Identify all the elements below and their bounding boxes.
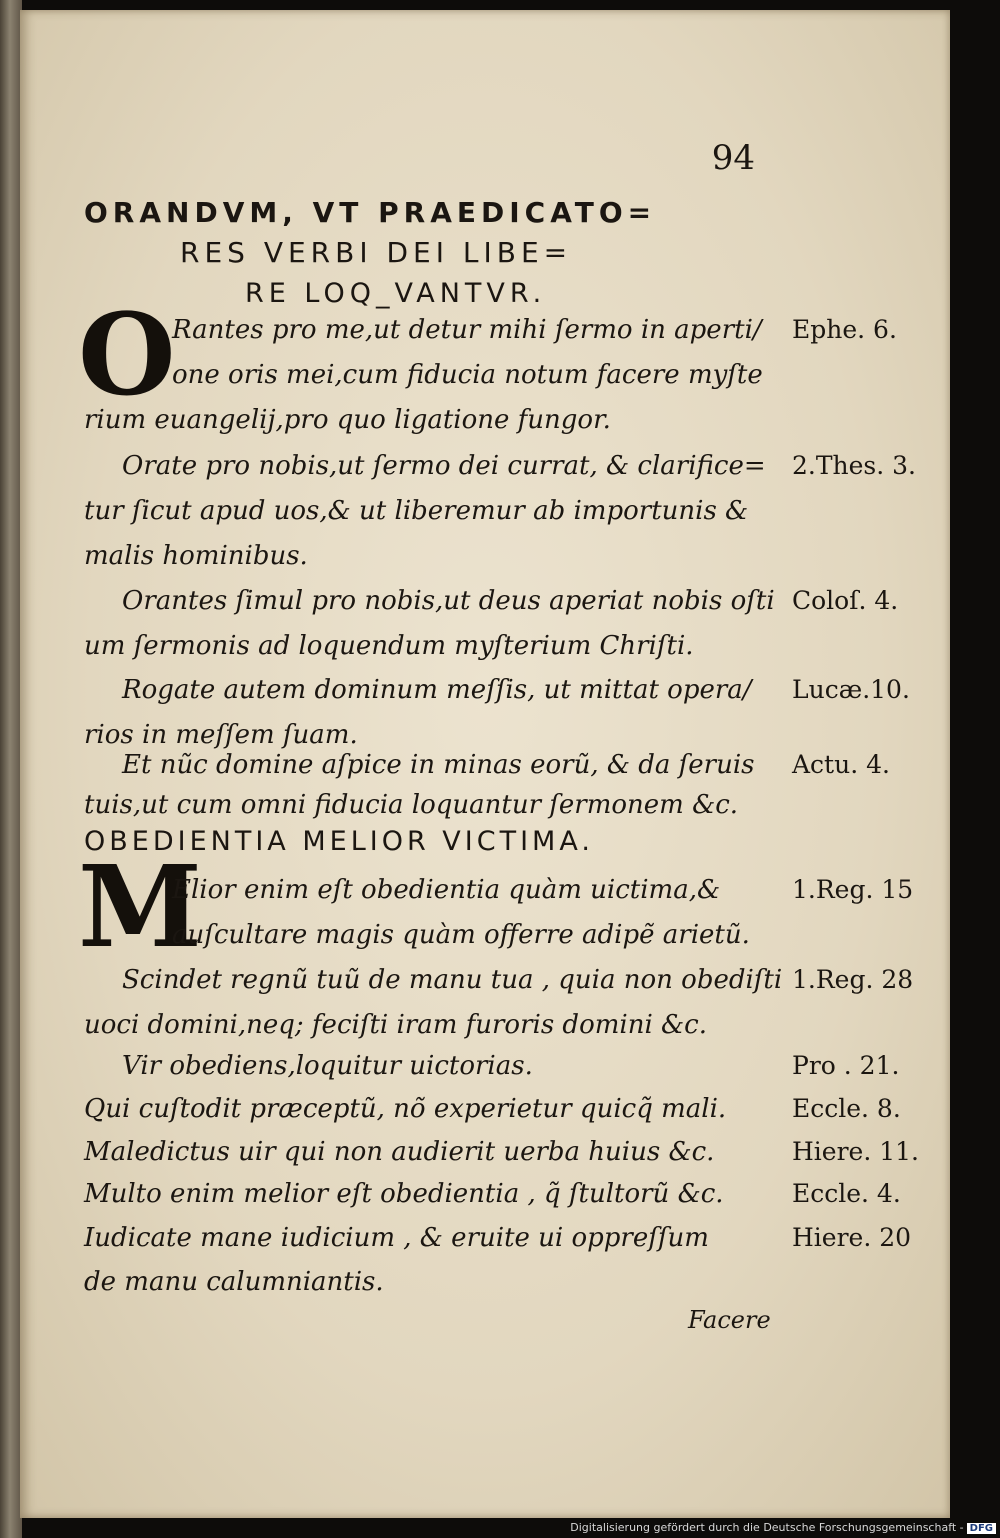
text-line: auſcultare magis quàm offerre adipẽ arietũ. — [172, 920, 750, 950]
text-line: Scindet regnũ tuũ de manu tua , quia non obediſti — [122, 965, 783, 995]
section-heading-line-3: RE LOQ_VANTVR. — [245, 278, 547, 309]
text-line: Iudicate mane iudicium , & eruite ui oppreſſum — [84, 1223, 709, 1253]
text-line: Et nũc domine aſpice in minas eorũ, & da ſeruis — [122, 750, 755, 780]
text-line: one oris mei,cum fiducia notum facere myſte — [172, 360, 763, 390]
margin-reference: Coloſ. 4. — [792, 586, 899, 615]
margin-reference: Hiere. 11. — [792, 1137, 919, 1166]
dfg-logo: DFG — [967, 1523, 996, 1534]
text-line: Rantes pro me,ut detur mihi ſermo in aperti/ — [172, 315, 762, 345]
margin-reference: 1.Reg. 28 — [792, 965, 914, 994]
section-heading-line-2: RES VERBI DEI LIBE= — [180, 236, 573, 269]
text-line: Qui cuſtodit præceptũ, nõ experietur quicq̃ mali. — [84, 1094, 727, 1124]
catchword: Facere — [688, 1306, 771, 1334]
drop-initial-o: O — [78, 290, 176, 421]
section-heading-obedientia: OBEDIENTIA MELIOR VICTIMA. — [84, 826, 594, 857]
text-line: Vir obediens,loquitur uictorias. — [122, 1051, 533, 1081]
text-line: rium euangelij,pro quo ligatione fungor. — [84, 405, 611, 435]
text-line: Rogate autem dominum meſſis, ut mittat opera/ — [122, 675, 752, 705]
text-line: rios in meſſem ſuam. — [84, 720, 358, 750]
text-line: Orate pro nobis,ut ſermo dei currat, & clarifice= — [122, 451, 766, 481]
text-line: Orantes ſimul pro nobis,ut deus aperiat nobis oſti — [122, 586, 775, 616]
margin-reference: Actu. 4. — [792, 750, 890, 779]
margin-reference: Ephe. 6. — [792, 315, 897, 344]
margin-reference: Eccle. 8. — [792, 1094, 901, 1123]
text-line: Maledictus uir qui non audierit uerba huius &c. — [84, 1137, 715, 1167]
text-line: tuis,ut cum omni fiducia loquantur ſermonem &c. — [84, 790, 739, 820]
text-line: Multo enim melior eſt obedientia , q̃ ſtultorũ &c. — [84, 1179, 724, 1209]
text-line: uoci domini,neq; feciſti iram furoris domini &c. — [84, 1010, 707, 1040]
book-cover-edge — [0, 0, 22, 1538]
text-line: malis hominibus. — [84, 541, 308, 571]
text-line: de manu calumniantis. — [84, 1267, 384, 1297]
text-line: tur ſicut apud uos,& ut liberemur ab importunis & — [84, 496, 749, 526]
margin-reference: 1.Reg. 15 — [792, 875, 914, 904]
margin-reference: Pro . 21. — [792, 1051, 900, 1080]
margin-reference: Eccle. 4. — [792, 1179, 901, 1208]
page-number: 94 — [711, 138, 755, 178]
margin-reference: Lucæ.10. — [792, 675, 910, 704]
book-page — [20, 10, 950, 1518]
credit-text: Digitalisierung gefördert durch die Deutsche Forschungsgemeinschaft - — [570, 1521, 964, 1534]
text-line: um ſermonis ad loquendum myſterium Chriſti. — [84, 631, 694, 661]
text-line: Elior enim eſt obedientia quàm uictima,& — [172, 875, 721, 905]
drop-initial-m: M — [78, 842, 202, 973]
margin-reference: Hiere. 20 — [792, 1223, 912, 1252]
digitization-credit — [570, 1521, 996, 1534]
margin-reference: 2.Thes. 3. — [792, 451, 916, 480]
section-heading-line-1: ORANDVM, VT PRAEDICATO= — [84, 196, 657, 229]
